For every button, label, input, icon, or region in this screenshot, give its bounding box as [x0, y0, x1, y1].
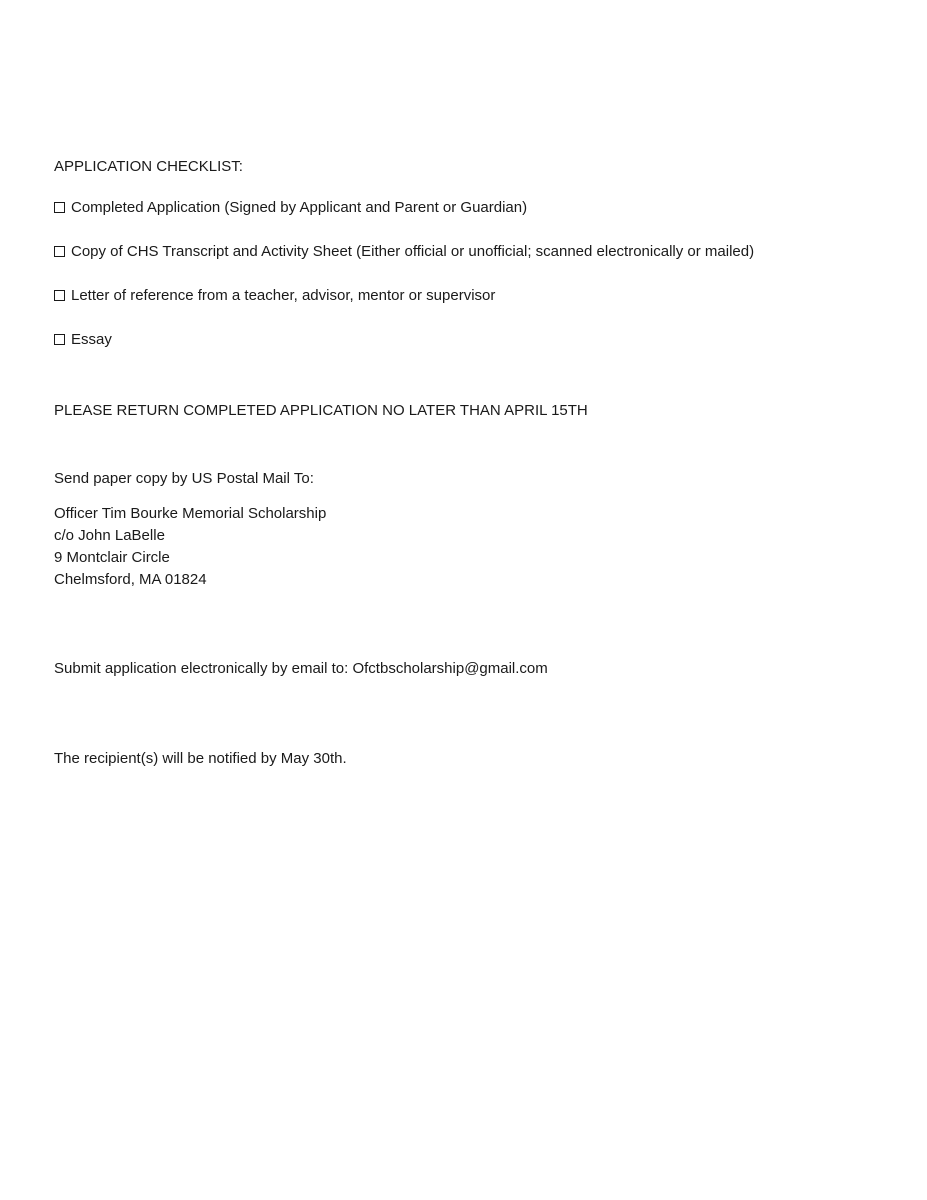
address-line: Officer Tim Bourke Memorial Scholarship [54, 505, 327, 522]
checklist-heading: APPLICATION CHECKLIST: [54, 158, 243, 175]
checklist-item-label: Copy of CHS Transcript and Activity Sheet (Either official or unofficial; scanned electronically or mailed) [71, 243, 755, 260]
checklist-item-essay [54, 329, 112, 351]
email-instructions: Submit application electronically by email to: Ofctbscholarship@gmail.com [54, 660, 548, 677]
checkbox-icon [54, 202, 65, 213]
notification-date: The recipient(s) will be notified by May 30th. [54, 750, 347, 767]
checkbox-icon [54, 290, 65, 301]
checklist-item-label: Essay [71, 331, 112, 348]
checkbox-icon [54, 246, 65, 257]
checklist-item-label: Completed Application (Signed by Applicant and Parent or Guardian) [71, 199, 528, 216]
checklist-item-completed-application [54, 197, 527, 219]
address-line: 9 Montclair Circle [54, 549, 170, 566]
deadline-notice: PLEASE RETURN COMPLETED APPLICATION NO LATER THAN APRIL 15TH [54, 402, 588, 419]
address-line: c/o John LaBelle [54, 527, 165, 544]
checkbox-icon [54, 334, 65, 345]
mailing-address [54, 503, 326, 591]
checklist-item-transcript [54, 241, 754, 263]
address-line: Chelmsford, MA 01824 [54, 571, 207, 588]
mail-intro: Send paper copy by US Postal Mail To: [54, 470, 314, 487]
checklist-item-reference-letter [54, 285, 495, 307]
checklist-item-label: Letter of reference from a teacher, advisor, mentor or supervisor [71, 287, 496, 304]
